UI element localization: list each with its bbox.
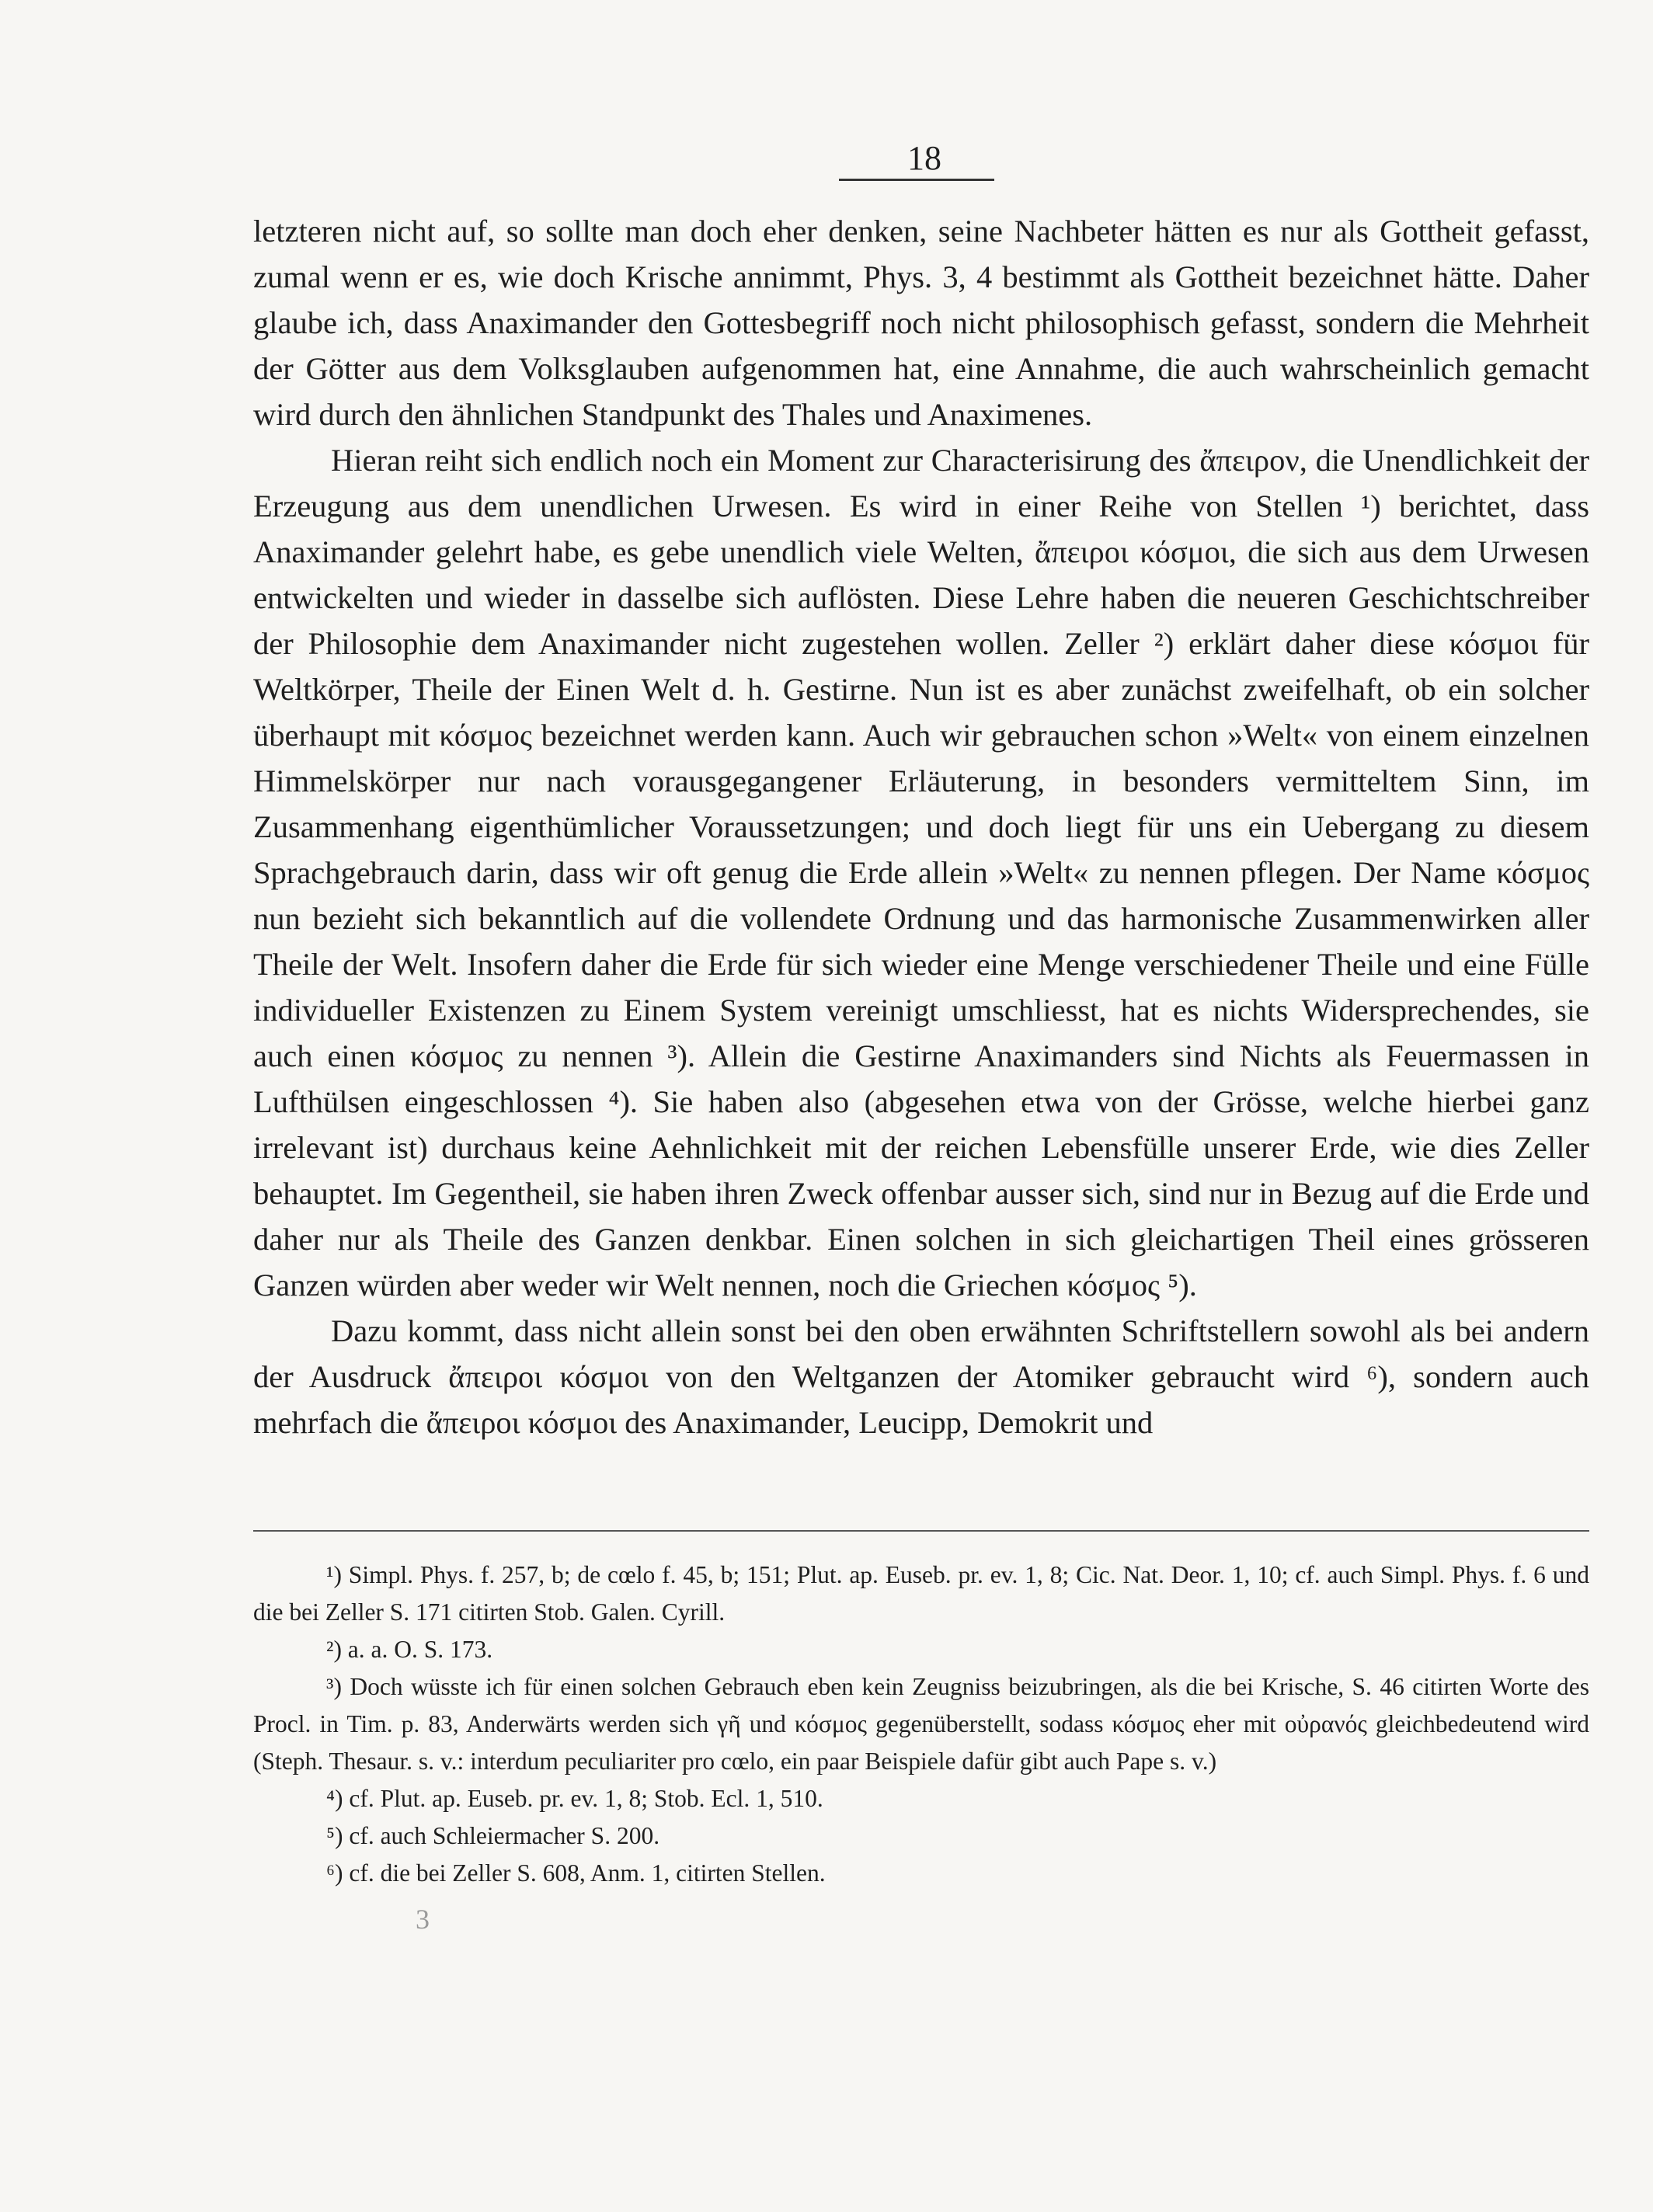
bleed-through-mark: 3 xyxy=(416,1904,430,1935)
footnote-4: ⁴) cf. Plut. ap. Euseb. pr. ev. 1, 8; Stob. Ecl. 1, 510. xyxy=(326,1785,823,1812)
footnote-5: ⁵) cf. auch Schleiermacher S. 200. xyxy=(326,1822,660,1849)
page-number: 18 xyxy=(907,139,941,177)
footnote-1: ¹) Simpl. Phys. f. 257, b; de cœlo f. 45, b; 151; Plut. ap. Euseb. pr. ev. 1, 8; Cic. Nat. Deor. 1, 10; cf. auch Simpl. Phys. f. 6 und die bei Zeller S. 171 citirten Stob. Galen. Cyrill. xyxy=(253,1561,1589,1626)
footnote-divider xyxy=(253,1530,1589,1532)
page-number-rule xyxy=(839,179,994,181)
main-text xyxy=(253,208,1589,1445)
paragraph-dazu-kommt: Dazu kommt, dass nicht allein sonst bei den oben erwähnten Schriftstellern sowohl als bei andern der Ausdruck ἄπειροι κόσμοι von den Weltganzen der Atomiker gebraucht wird ⁶), sondern auch mehrfach die ἄπειροι κόσμοι des Anaximander, Leucipp, Demokrit und xyxy=(253,1313,1589,1440)
footnote-6: ⁶) cf. die bei Zeller S. 608, Anm. 1, citirten Stellen. xyxy=(326,1859,826,1887)
paragraph-continuation: letzteren nicht auf, so sollte man doch eher denken, seine Nachbeter hätten es nur als Gottheit gefasst, zumal wenn er es, wie doch Krische annimmt, Phys. 3, 4 bestimmt als Gottheit bezeichnet hätte. Daher glaube ich, dass Anaximander den Gottesbegriff noch nicht philosophisch gefasst, sondern die Mehrheit der Götter aus dem Volksglauben aufgenommen hat, eine Annahme, die auch wahrscheinlich gemacht wird durch den ähnlichen Standpunkt des Thales und Anaximenes. xyxy=(253,214,1589,432)
footnote-2: ²) a. a. O. S. 173. xyxy=(326,1636,493,1663)
footnotes xyxy=(253,1556,1589,1892)
footnote-3: ³) Doch wüsste ich für einen solchen Gebrauch eben kein Zeugniss beizubringen, als die bei Krische, S. 46 citirten Worte des Procl. in Tim. p. 83, Anderwärts werden sich γῆ und κόσμος gegenüberstellt, sodass κόσμος eher mit οὐρανός gleichbedeutend wird (Steph. Thesaur. s. v.: interdum peculiariter pro cœlo, ein paar Beispiele dafür gibt auch Pape s. v.) xyxy=(253,1673,1589,1775)
paragraph-apeiron: Hieran reiht sich endlich noch ein Moment zur Characterisirung des ἄπειρον, die Unendlichkeit der Erzeugung aus dem unendlichen Urwesen. Es wird in einer Reihe von Stellen ¹) berichtet, dass Anaximander gelehrt habe, es gebe unendlich viele Welten, ἄπειροι κόσμοι, die sich aus dem Urwesen entwickelten und wieder in dasselbe sich auflösten. Diese Lehre haben die neueren Geschichtschreiber der Philosophie dem Anaximander nicht zugestehen wollen. Zeller ²) erklärt daher diese κόσμοι für Weltkörper, Theile der Einen Welt d. h. Gestirne. Nun ist es aber zunächst zweifelhaft, ob ein solcher überhaupt mit κόσμος bezeichnet werden kann. Auch wir gebrauchen schon »Welt« von einem einzelnen Himmelskörper nur nach vorausgegangener Erläuterung, in besonders vermitteltem Sinn, im Zusammenhang eigenthümlicher Voraussetzungen; und doch liegt für uns ein Uebergang zu diesem Sprachgebrauch darin, dass wir oft genug die Erde allein »Welt« zu nennen pflegen. Der Name κόσμος nun bezieht sich bekanntlich auf die vollendete Ordnung und das harmonische Zusammenwirken aller Theile der Welt. Insofern daher die Erde für sich wieder eine Menge verschiedener Theile und eine Fülle individueller Existenzen zu Einem System vereinigt umschliesst, hat es nichts Widersprechendes, sie auch einen κόσμος zu nennen ³). Allein die Gestirne Anaximanders sind Nichts als Feuermassen in Lufthülsen eingeschlossen ⁴). Sie haben also (abgesehen etwa von der Grösse, welche hierbei ganz irrelevant ist) durchaus keine Aehnlichkeit mit der reichen Lebensfülle unserer Erde, wie dies Zeller behauptet. Im Gegentheil, sie haben ihren Zweck offenbar ausser sich, sind nur in Bezug auf die Erde und daher nur als Theile des Ganzen denkbar. Einen solchen in sich gleichartigen Theil eines grösseren Ganzen würden aber weder wir Welt nennen, noch die Griechen κόσμος ⁵). xyxy=(253,443,1589,1303)
